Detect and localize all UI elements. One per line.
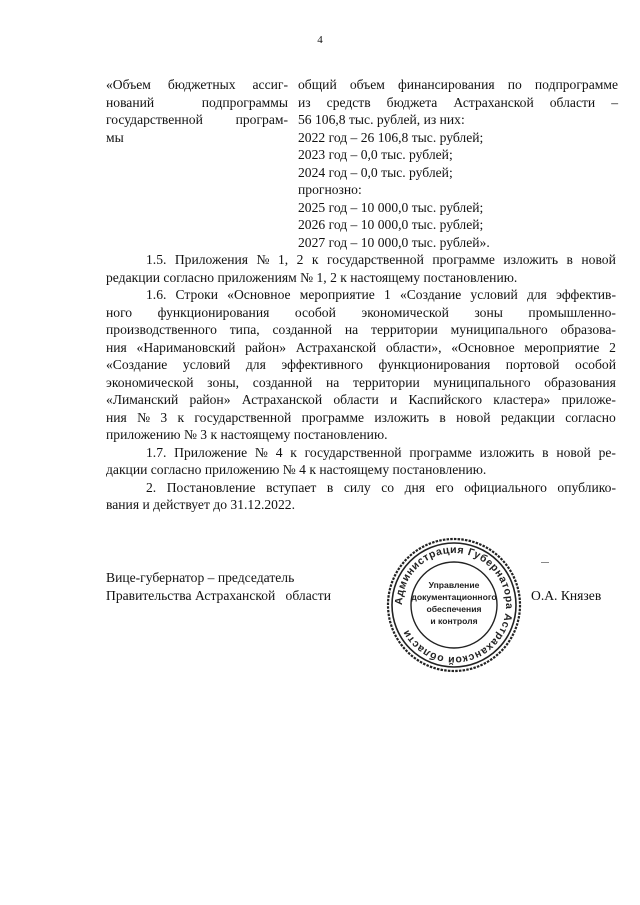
paragraph-line bbox=[106, 374, 616, 392]
word: территории bbox=[371, 322, 438, 337]
body-text bbox=[106, 251, 616, 514]
word: № bbox=[137, 409, 151, 425]
stamp-center-line: Управление bbox=[428, 580, 480, 590]
word: 4 bbox=[275, 444, 283, 460]
word: и bbox=[390, 392, 398, 407]
paragraph-line bbox=[106, 479, 616, 497]
stamp-ring-text: Администрация Губернатора Астраханской области bbox=[392, 543, 516, 667]
word: 2. bbox=[146, 479, 157, 495]
word: кластера» bbox=[493, 392, 551, 407]
paragraph-line: приложению № 3 к настоящему постановлению. bbox=[106, 427, 388, 442]
word: ния bbox=[106, 339, 127, 355]
word: области bbox=[549, 94, 596, 110]
word: новой bbox=[456, 409, 491, 425]
paragraph-line bbox=[106, 304, 616, 322]
official-stamp bbox=[385, 536, 523, 674]
word: «Создание bbox=[106, 357, 168, 372]
word: на bbox=[344, 322, 359, 337]
paragraph-line bbox=[106, 286, 616, 304]
word: функционирования bbox=[378, 357, 491, 372]
table-right-line: 2026 год – 10 000,0 тыс. рублей; bbox=[298, 217, 484, 232]
word: согласно bbox=[565, 409, 616, 425]
word: 2 bbox=[609, 339, 616, 355]
word: изложить bbox=[374, 409, 430, 425]
table-right-line bbox=[298, 94, 618, 112]
table-right-line: 56 106,8 тыс. рублей, из них: bbox=[298, 112, 465, 127]
word: «Лиманский bbox=[106, 392, 179, 407]
paragraph-line bbox=[106, 356, 616, 374]
signature-name: О.А. Князев bbox=[531, 588, 602, 603]
word: Приложение bbox=[174, 444, 248, 460]
signature-title-line: Правительства Астраханской области bbox=[106, 587, 331, 603]
paragraph bbox=[106, 251, 616, 286]
word: мероприятие bbox=[524, 339, 600, 355]
word: район» bbox=[245, 339, 287, 355]
word: промышленно- bbox=[528, 304, 616, 320]
word: общий bbox=[298, 77, 337, 92]
word: созданной bbox=[252, 374, 313, 390]
word: 1.5. bbox=[146, 252, 167, 267]
word: бюджетных bbox=[167, 77, 236, 92]
word: муниципального bbox=[450, 322, 548, 337]
word: Постановление bbox=[166, 479, 256, 495]
word: в bbox=[566, 252, 573, 267]
word: программе bbox=[301, 409, 365, 425]
word: территории bbox=[353, 374, 420, 390]
word: нований bbox=[106, 94, 155, 110]
word: програм- bbox=[235, 112, 288, 127]
paragraph-line: дакции согласно приложению № 4 к настоящему постановлению. bbox=[106, 462, 487, 477]
word: бюджета bbox=[386, 94, 438, 110]
table-right-line: 2027 год – 10 000,0 тыс. рублей». bbox=[298, 234, 490, 250]
table-left-cell bbox=[106, 76, 288, 146]
word: – bbox=[611, 94, 618, 110]
table-right-line: 2023 год – 0,0 тыс. рублей; bbox=[298, 147, 453, 162]
word: к bbox=[177, 409, 185, 425]
signature-title bbox=[106, 569, 331, 604]
word: силу bbox=[343, 479, 371, 495]
word: мероприятие bbox=[299, 287, 375, 302]
word: подпрограммы bbox=[201, 94, 288, 110]
word: области bbox=[333, 392, 379, 407]
word: изложить bbox=[479, 444, 535, 460]
table-right-cell bbox=[298, 76, 618, 251]
word: объем bbox=[349, 77, 385, 92]
paragraph-line: редакции согласно приложениям № 1, 2 к настоящему постановлению. bbox=[106, 269, 518, 285]
word: в bbox=[439, 409, 446, 425]
word: образова- bbox=[560, 322, 616, 337]
paragraph-line bbox=[106, 391, 616, 409]
page-number: 4 bbox=[317, 34, 323, 46]
word: «Основное bbox=[451, 339, 515, 355]
table-left-line bbox=[106, 111, 288, 129]
word: его bbox=[435, 479, 454, 495]
word: ного bbox=[106, 304, 133, 320]
table-right-line: 2022 год – 26 106,8 тыс. рублей; bbox=[298, 129, 484, 145]
word: Приложения bbox=[174, 252, 249, 267]
word: Строки bbox=[175, 287, 219, 302]
signature-mark bbox=[541, 562, 549, 563]
word: редакции bbox=[500, 409, 555, 425]
word: программе bbox=[409, 444, 472, 460]
word: дня bbox=[404, 479, 426, 495]
word: «Создание bbox=[399, 287, 462, 302]
word: эффективного bbox=[281, 357, 363, 372]
stamp-center-line: обеспечения bbox=[426, 604, 482, 614]
paragraph-line bbox=[106, 251, 616, 269]
word: № bbox=[254, 444, 268, 460]
word: функционирования bbox=[157, 304, 270, 320]
word: 3 bbox=[160, 409, 168, 425]
word: изложить bbox=[503, 252, 559, 267]
word: особой bbox=[294, 304, 336, 320]
word: 1.7. bbox=[146, 444, 167, 460]
word: образования bbox=[544, 374, 616, 390]
word: к bbox=[290, 444, 297, 460]
word: портовой bbox=[505, 357, 560, 372]
paragraph bbox=[106, 479, 616, 514]
word: к bbox=[311, 252, 319, 267]
word: опублико- bbox=[557, 479, 616, 495]
word: особой bbox=[575, 357, 616, 372]
word: эффектив- bbox=[556, 287, 616, 302]
word: ния bbox=[106, 409, 127, 425]
word: Астраханской bbox=[453, 94, 534, 110]
word: государственной bbox=[304, 444, 402, 460]
table-right-line bbox=[298, 76, 618, 94]
word: Каспийского bbox=[408, 392, 483, 407]
word: финансирования bbox=[397, 77, 495, 92]
word: ассиг- bbox=[252, 77, 288, 92]
word: экономической bbox=[361, 304, 449, 320]
word: зоны, bbox=[207, 374, 240, 390]
word: № bbox=[256, 252, 270, 267]
word: вступает bbox=[266, 479, 317, 495]
word: 2 bbox=[296, 252, 304, 267]
word: «Основное bbox=[227, 287, 291, 302]
word: Астраханской bbox=[295, 339, 377, 355]
word: по bbox=[507, 77, 522, 92]
paragraph-line: вания и действует до 31.12.2022. bbox=[106, 497, 295, 512]
word: новой bbox=[556, 444, 591, 460]
word: для bbox=[526, 287, 547, 302]
word: созданной bbox=[272, 322, 333, 337]
table-right-line: прогнозно: bbox=[298, 182, 362, 197]
table-right-line: 2025 год – 10 000,0 тыс. рублей; bbox=[298, 199, 484, 215]
word: приложе- bbox=[561, 392, 616, 407]
table-left-line bbox=[106, 94, 288, 112]
word: Астраханской bbox=[241, 392, 323, 407]
word: экономической bbox=[106, 374, 194, 390]
paragraph-line bbox=[106, 321, 616, 339]
paragraph bbox=[106, 286, 616, 444]
word: «Наримановский bbox=[136, 339, 236, 355]
word: на bbox=[326, 374, 340, 390]
word: новой bbox=[581, 252, 616, 267]
paragraph-line bbox=[106, 444, 616, 462]
word: 1.6. bbox=[146, 287, 167, 302]
stamp-center-line: и контроля bbox=[430, 616, 478, 626]
word: 1, bbox=[277, 252, 289, 267]
word: подпрограмме bbox=[534, 77, 618, 92]
word: муниципального bbox=[433, 374, 531, 390]
word: 1 bbox=[383, 287, 391, 302]
word: области», bbox=[385, 339, 442, 355]
word: официального bbox=[464, 479, 547, 495]
word: государственной bbox=[326, 252, 424, 267]
paragraph bbox=[106, 444, 616, 479]
word: в bbox=[326, 479, 334, 495]
word: производственного bbox=[106, 322, 217, 337]
word: государственной bbox=[194, 409, 292, 425]
table-left-line bbox=[106, 76, 288, 94]
table-right-line: 2024 год – 0,0 тыс. рублей; bbox=[298, 164, 453, 180]
paragraph-line bbox=[106, 409, 616, 427]
word: из bbox=[298, 94, 311, 110]
table-left-line: мы bbox=[106, 129, 124, 145]
word: средств bbox=[326, 94, 371, 110]
word: программе bbox=[432, 252, 495, 267]
word: государственной bbox=[106, 112, 203, 127]
word: для bbox=[245, 357, 266, 372]
word: условий bbox=[182, 357, 231, 372]
signature-title-line: Вице-губернатор – председатель bbox=[106, 570, 295, 585]
word: условий bbox=[470, 287, 518, 302]
word: типа, bbox=[229, 322, 260, 337]
word: зоны bbox=[474, 304, 503, 320]
word: «Объем bbox=[106, 77, 151, 92]
stamp-center-line: документационного bbox=[411, 592, 497, 602]
word: со bbox=[381, 479, 395, 495]
word: район» bbox=[189, 392, 231, 407]
word: в bbox=[542, 444, 549, 460]
word: ре- bbox=[598, 444, 616, 460]
paragraph-line bbox=[106, 339, 616, 357]
